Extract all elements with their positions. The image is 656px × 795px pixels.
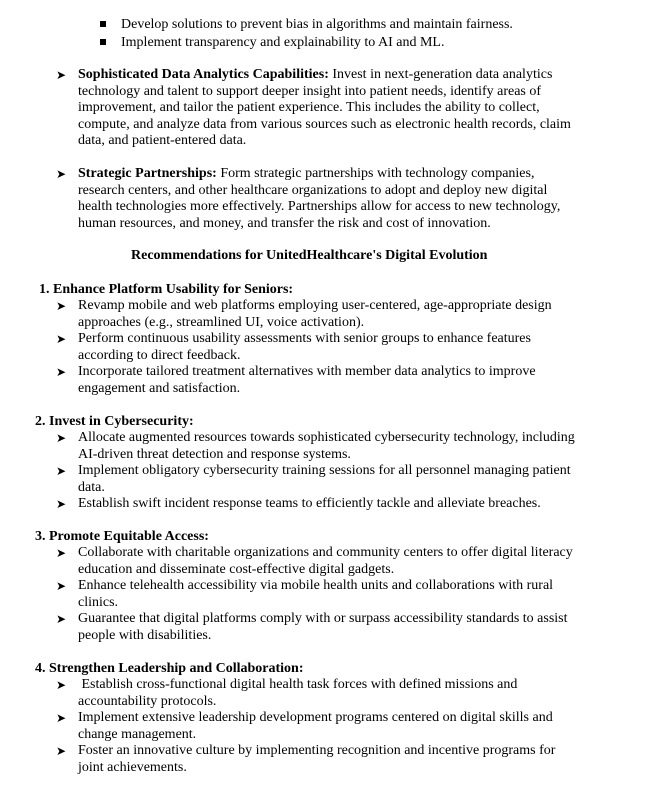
partnerships-paragraph: Strategic Partnerships: Form strategic partnerships with technology companies, research centers, and other healthcare organizations to adopt and deploy new digital health technologies more effectively. Partnerships allow for access to new technology, human resources, and money, and transfer the risk and cost of innovation. xyxy=(78,166,561,231)
rec-2-item-3: Establish swift incident response teams to efficiently tackle and alleviate breaches. xyxy=(78,496,541,511)
arrow-bullet-icon: ➤ xyxy=(56,167,67,181)
rec-3-item-2: Enhance telehealth accessibility via mobile health units and collaborations with rural clinics. xyxy=(78,578,554,610)
arrow-bullet-icon: ➤ xyxy=(56,744,67,758)
rec-2-item-1: Allocate augmented resources towards sophisticated cybersecurity technology, including AI-driven threat detection and response systems. xyxy=(78,430,575,462)
arrow-bullet-icon: ➤ xyxy=(56,464,67,478)
arrow-bullet-icon: ➤ xyxy=(56,678,67,692)
rec-4-heading: 4. Strengthen Leadership and Collaboration: xyxy=(35,661,304,676)
arrow-bullet-icon: ➤ xyxy=(56,431,67,445)
top-bullet-2: Implement transparency and explainability to AI and ML. xyxy=(121,35,445,50)
rec-3-item-3: Guarantee that digital platforms comply with or surpass accessibility standards to assist people with disabilities. xyxy=(78,611,568,643)
top-bullet-1: Develop solutions to prevent bias in algorithms and maintain fairness. xyxy=(121,17,513,32)
arrow-bullet-icon: ➤ xyxy=(56,711,67,725)
arrow-bullet-icon: ➤ xyxy=(56,332,67,346)
arrow-bullet-icon: ➤ xyxy=(56,612,67,626)
arrow-bullet-icon: ➤ xyxy=(56,365,67,379)
arrow-bullet-icon: ➤ xyxy=(56,299,67,313)
rec-1-item-2: Perform continuous usability assessments with senior groups to enhance features according to direct feedback. xyxy=(78,331,531,363)
arrow-bullet-icon: ➤ xyxy=(56,579,67,593)
rec-3-item-1: Collaborate with charitable organizations and community centers to offer digital literacy education and disseminate cost-effective digital gadgets. xyxy=(78,545,573,577)
section-title: Recommendations for UnitedHealthcare's Digital Evolution xyxy=(131,248,488,263)
rec-1-item-3: Incorporate tailored treatment alternatives with member data analytics to improve engagement and satisfaction. xyxy=(78,364,536,396)
arrow-bullet-icon: ➤ xyxy=(56,497,67,511)
partnerships-title: Strategic Partnerships: xyxy=(78,166,217,181)
arrow-bullet-icon: ➤ xyxy=(56,546,67,560)
rec-3-heading: 3. Promote Equitable Access: xyxy=(35,529,209,544)
analytics-title: Sophisticated Data Analytics Capabilities: xyxy=(78,67,329,82)
rec-2-heading: 2. Invest in Cybersecurity: xyxy=(35,414,194,429)
rec-2-item-2: Implement obligatory cybersecurity training sessions for all personnel managing patient data. xyxy=(78,463,571,495)
rec-1-item-1: Revamp mobile and web platforms employing user-centered, age-appropriate design approaches (e.g., streamlined UI, voice activation). xyxy=(78,298,552,330)
rec-4-item-2: Implement extensive leadership development programs centered on digital skills and change management. xyxy=(78,710,553,742)
rec-4-item-1: Establish cross-functional digital health task forces with defined missions and accountability protocols. xyxy=(78,677,518,709)
square-bullet-icon xyxy=(100,21,106,27)
rec-1-heading: 1. Enhance Platform Usability for Seniors: xyxy=(39,282,294,297)
square-bullet-icon xyxy=(100,39,106,45)
rec-4-item-3: Foster an innovative culture by implementing recognition and incentive programs for joint achievements. xyxy=(78,743,556,775)
analytics-paragraph: Sophisticated Data Analytics Capabilities: Invest in next-generation data analytics technology and talent to support deeper insight into patient needs, identify areas of improvement, and tailor the patient experience. This includes the ability to collect, compute, and analyze data from various sources such as electronic health records, claim data, and patient-entered data. xyxy=(78,67,571,149)
arrow-bullet-icon: ➤ xyxy=(56,68,67,82)
